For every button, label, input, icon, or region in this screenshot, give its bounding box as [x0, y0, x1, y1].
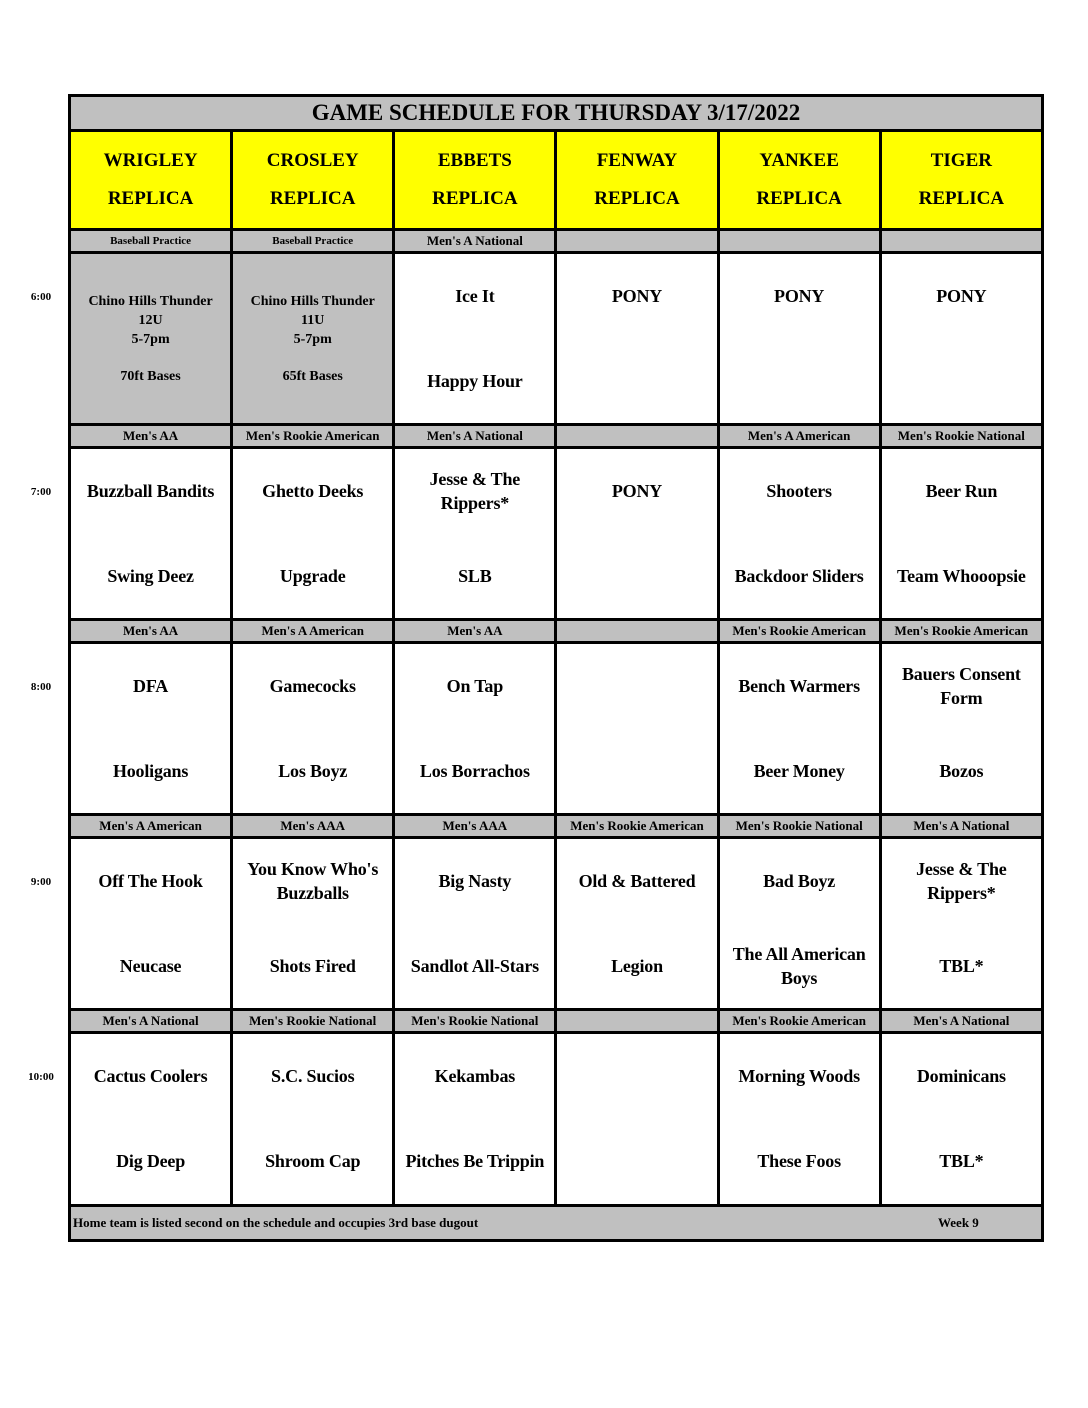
title-row [70, 96, 1043, 131]
home-team: Los Borrachos [419, 761, 530, 781]
home-team: Swing Deez [107, 565, 194, 586]
home-team: Pitches Be Trippin [405, 1151, 545, 1172]
game-cell [70, 1033, 232, 1205]
practice-line: Chino Hills Thunder [88, 293, 213, 309]
field-subtitle: REPLICA [269, 188, 356, 210]
field-header-wrigley [70, 131, 232, 230]
away-team: PONY [611, 480, 663, 501]
game-cell [232, 252, 394, 424]
game-cell [394, 1033, 556, 1205]
division-label: Men's Rookie National [880, 425, 1042, 448]
practice-line: 12U [138, 312, 163, 328]
field-subtitle: REPLICA [756, 188, 842, 210]
home-team: Team Whooopsie [896, 565, 1026, 586]
home-team: Hooligans [112, 761, 189, 781]
division-label [718, 229, 880, 252]
field-subtitle: REPLICA [107, 188, 194, 210]
away-team: Old & Battered [578, 871, 696, 892]
away-team: Off The Hook [98, 871, 203, 892]
division-label [556, 620, 718, 643]
division-label [556, 425, 718, 448]
division-label: Men's AA [394, 620, 556, 643]
game-cell [880, 643, 1042, 815]
schedule-table [68, 94, 1044, 1242]
game-cell [880, 447, 1042, 619]
away-team: Bad Boyz [763, 871, 836, 892]
division-label: Men's Rookie American [232, 425, 394, 448]
division-label: Men's A National [880, 815, 1042, 838]
field-name: TIGER [930, 150, 992, 172]
division-label: Men's AAA [232, 815, 394, 838]
division-row [70, 1010, 1043, 1033]
game-cell [556, 643, 718, 815]
home-team: Dig Deep [116, 1151, 186, 1172]
time-label: 6:00 [30, 291, 52, 303]
game-cell [718, 838, 880, 1010]
time-label: 8:00 [30, 681, 52, 693]
game-cell [718, 252, 880, 424]
field-name: FENWAY [596, 150, 678, 172]
away-team: Kekambas [434, 1066, 516, 1087]
home-team: Bozos [939, 761, 984, 781]
game-cell [718, 643, 880, 815]
away-team: Bench Warmers [738, 676, 860, 696]
away-team: PONY [774, 285, 825, 306]
home-team: The All American Boys [732, 944, 866, 989]
division-label: Men's Rookie National [394, 1010, 556, 1033]
game-cell [70, 447, 232, 619]
division-label: Baseball Practice [70, 229, 232, 252]
game-cell [394, 252, 556, 424]
division-row [70, 815, 1043, 838]
away-team: Shooters [766, 480, 832, 501]
division-label: Men's A American [232, 620, 394, 643]
away-team: Dominicans [916, 1066, 1006, 1087]
footer-note: Home team is listed second on the schedule and occupies 3rd base dugout [73, 1215, 479, 1231]
practice-line: 65ft Bases [282, 368, 343, 384]
field-header-fenway [556, 131, 718, 230]
home-team [557, 548, 716, 604]
game-cell [880, 838, 1042, 1010]
game-row [70, 252, 1043, 424]
game-row [70, 447, 1043, 619]
division-label: Men's A National [394, 229, 556, 252]
away-team: Cactus Coolers [93, 1066, 208, 1087]
away-team: PONY [611, 285, 663, 306]
home-team: Los Boyz [278, 761, 348, 781]
field-header-tiger [880, 131, 1042, 230]
division-label: Men's Rookie American [556, 815, 718, 838]
game-cell [718, 447, 880, 619]
home-team: Backdoor Sliders [734, 565, 864, 586]
away-team: Buzzball Bandits [86, 480, 215, 501]
footer-row [70, 1205, 1043, 1240]
away-team: Gamecocks [269, 676, 356, 696]
away-team: S.C. Sucios [271, 1066, 355, 1087]
division-row [70, 229, 1043, 252]
time-label: 10:00 [28, 1071, 54, 1083]
home-team [557, 743, 716, 799]
away-team: Ice It [455, 285, 495, 306]
away-team [557, 1048, 716, 1104]
game-cell [556, 1033, 718, 1205]
field-header-row [70, 131, 1043, 230]
time-label: 7:00 [30, 486, 52, 498]
division-label: Men's AA [70, 620, 232, 643]
division-row [70, 425, 1043, 448]
away-team: Big Nasty [438, 871, 512, 892]
field-name: CROSLEY [266, 150, 359, 172]
game-cell [880, 1033, 1042, 1205]
away-team: On Tap [446, 676, 504, 696]
division-label: Men's Rookie National [718, 815, 880, 838]
division-label: Men's A National [394, 425, 556, 448]
game-cell [70, 838, 232, 1010]
field-subtitle: REPLICA [432, 188, 518, 210]
home-team: These Foos [757, 1151, 841, 1172]
home-team: Beer Money [753, 761, 845, 781]
game-cell [556, 838, 718, 1010]
game-cell [880, 252, 1042, 424]
field-subtitle: REPLICA [918, 188, 1005, 210]
division-label: Baseball Practice [232, 229, 394, 252]
footer-cell [70, 1205, 1043, 1240]
game-row [70, 643, 1043, 815]
home-team [557, 353, 716, 409]
division-label [556, 229, 718, 252]
away-team: Morning Woods [738, 1066, 860, 1087]
field-name: WRIGLEY [103, 150, 198, 172]
game-row [70, 1033, 1043, 1205]
division-row [70, 620, 1043, 643]
away-team: Bauers Consent Form [901, 664, 1021, 708]
game-cell [70, 643, 232, 815]
game-cell [70, 252, 232, 424]
division-label: Men's A National [880, 1010, 1042, 1033]
home-team [720, 353, 879, 409]
home-team: Legion [611, 956, 663, 977]
division-label [556, 1010, 718, 1033]
home-team [557, 1133, 716, 1189]
home-team [882, 353, 1041, 409]
division-label: Men's Rookie American [718, 1010, 880, 1033]
practice-line: 70ft Bases [120, 368, 181, 384]
game-cell [232, 838, 394, 1010]
division-label: Men's Rookie American [718, 620, 880, 643]
away-team [557, 658, 716, 714]
practice-info [233, 292, 392, 386]
practice-info [71, 292, 230, 386]
game-row [70, 838, 1043, 1010]
home-team: Shots Fired [269, 956, 356, 977]
game-cell [232, 643, 394, 815]
game-cell [394, 838, 556, 1010]
home-team: Neucase [119, 956, 182, 977]
home-team: SLB [458, 565, 492, 586]
division-label: Men's Rookie National [232, 1010, 394, 1033]
game-cell [394, 447, 556, 619]
home-team: TBL* [939, 1151, 984, 1172]
week-label: Week 9 [938, 1215, 979, 1231]
home-team: TBL* [939, 956, 984, 977]
game-cell [556, 252, 718, 424]
division-label: Men's A National [70, 1010, 232, 1033]
game-cell [394, 643, 556, 815]
home-team: Sandlot All-Stars [410, 956, 539, 977]
away-team: Jesse & The Rippers* [429, 468, 521, 513]
away-team: DFA [133, 676, 169, 696]
away-team: PONY [936, 285, 987, 306]
field-header-yankee [718, 131, 880, 230]
home-team: Shroom Cap [265, 1151, 361, 1172]
field-header-crosley [232, 131, 394, 230]
away-team: You Know Who's Buzzballs [247, 859, 379, 904]
schedule-title: GAME SCHEDULE FOR THURSDAY 3/17/2022 [70, 96, 1043, 131]
division-label: Men's Rookie American [880, 620, 1042, 643]
game-cell [232, 1033, 394, 1205]
division-label: Men's AA [70, 425, 232, 448]
game-cell [232, 447, 394, 619]
division-label: Men's A American [718, 425, 880, 448]
away-team: Ghetto Deeks [262, 480, 364, 501]
field-name: YANKEE [759, 150, 839, 172]
division-label: Men's AAA [394, 815, 556, 838]
practice-line: 5-7pm [131, 331, 170, 347]
practice-line: Chino Hills Thunder [250, 293, 375, 309]
division-label [880, 229, 1042, 252]
field-subtitle: REPLICA [594, 188, 680, 210]
home-team: Upgrade [279, 565, 346, 586]
field-header-ebbets [394, 131, 556, 230]
division-label: Men's A American [70, 815, 232, 838]
field-name: EBBETS [437, 150, 512, 172]
time-label: 9:00 [30, 876, 52, 888]
game-cell [556, 447, 718, 619]
practice-line: 11U [301, 312, 325, 328]
home-team: Happy Hour [427, 370, 523, 391]
away-team: Beer Run [925, 480, 998, 501]
practice-line: 5-7pm [293, 331, 332, 347]
away-team: Jesse & The Rippers* [916, 859, 1007, 904]
game-cell [718, 1033, 880, 1205]
